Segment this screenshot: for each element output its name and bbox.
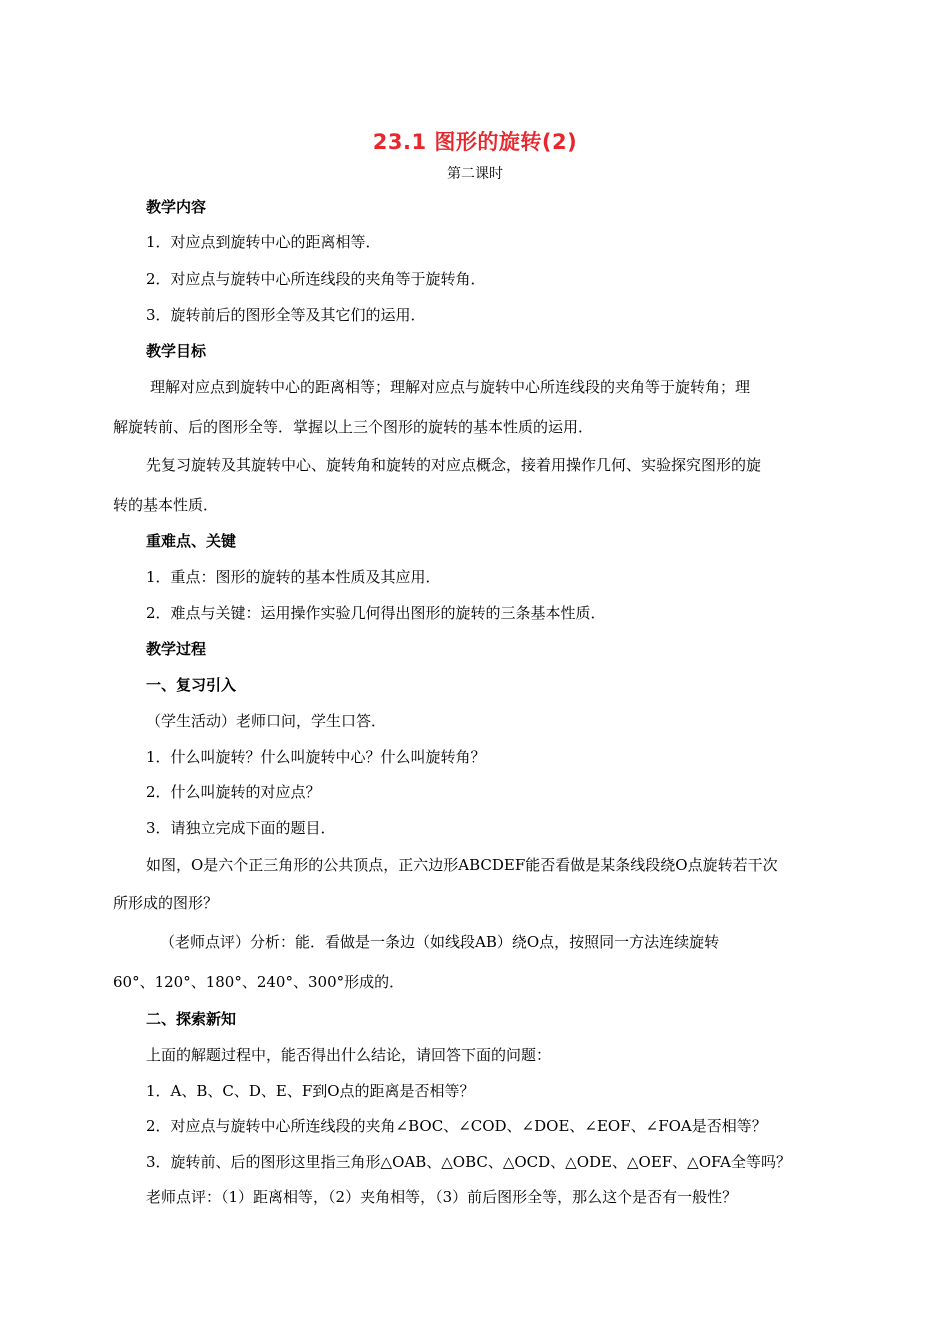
explore-comment: 老师点评：（1）距离相等，（2）夹角相等，（3）前后图形全等，那么这个是否有一般性？: [146, 1188, 738, 1206]
review-problem-line-1: 如图，O是六个正三角形的公共顶点，正六边形ABCDEF能否看做是某条线段绕O点旋转若干次: [146, 856, 778, 874]
section-heading-key-points: 重难点、关键: [146, 532, 237, 550]
subsection-heading-review: 一、复习引入: [146, 676, 237, 694]
key-points-item-2: 2．难点与关键：运用操作实验几何得出图形的旋转的三条基本性质．: [146, 604, 606, 622]
review-problem-line-2: 所形成的图形？: [113, 894, 219, 912]
subsection-heading-explore: 二、探索新知: [146, 1010, 237, 1028]
goals-paragraph-2-line-1: 先复习旋转及其旋转中心、旋转角和旋转的对应点概念，接着用操作几何、实验探究图形的旋: [146, 456, 762, 474]
document-subtitle: 第二课时: [447, 166, 503, 182]
key-points-item-1: 1．重点：图形的旋转的基本性质及其应用．: [146, 568, 441, 586]
content-item-2: 2．对应点与旋转中心所连线段的夹角等于旋转角．: [146, 270, 486, 288]
document-title: 23.1 图形的旋转(2): [372, 130, 578, 154]
review-item-2: 2．什么叫旋转的对应点？: [146, 783, 321, 801]
review-item-3: 3．请独立完成下面的题目．: [146, 819, 336, 837]
explore-item-2: 2．对应点与旋转中心所连线段的夹角∠BOC、∠COD、∠DOE、∠EOF、∠FOA是否相等？: [146, 1117, 767, 1135]
goals-paragraph-1-line-2: 解旋转前、后的图形全等．掌握以上三个图形的旋转的基本性质的运用．: [113, 418, 594, 436]
content-item-3: 3．旋转前后的图形全等及其它们的运用．: [146, 306, 426, 324]
explore-intro: 上面的解题过程中，能否得出什么结论，请回答下面的问题：: [146, 1046, 552, 1064]
section-heading-process: 教学过程: [146, 640, 207, 658]
explore-item-3: 3．旋转前、后的图形这里指三角形△OAB、△OBC、△OCD、△ODE、△OEF、△OFA全等吗？: [146, 1153, 791, 1171]
review-comment-line-1: （老师点评）分析：能．看做是一条边（如线段AB）绕O点，按照同一方法连续旋转: [160, 933, 720, 951]
review-comment-line-2: 60°、120°、180°、240°、300°形成的．: [113, 973, 405, 991]
review-item-1: 1．什么叫旋转？什么叫旋转中心？什么叫旋转角？: [146, 748, 486, 766]
review-intro: （学生活动）老师口问，学生口答．: [146, 712, 387, 730]
section-heading-content: 教学内容: [146, 198, 207, 216]
goals-paragraph-1-line-1: 理解对应点到旋转中心的距离相等；理解对应点与旋转中心所连线段的夹角等于旋转角；理: [150, 378, 751, 396]
explore-item-1: 1．A、B、C、D、E、F到O点的距离是否相等？: [146, 1082, 475, 1100]
content-item-1: 1．对应点到旋转中心的距离相等．: [146, 233, 381, 251]
goals-paragraph-2-line-2: 转的基本性质．: [113, 496, 219, 514]
section-heading-goals: 教学目标: [146, 342, 207, 360]
